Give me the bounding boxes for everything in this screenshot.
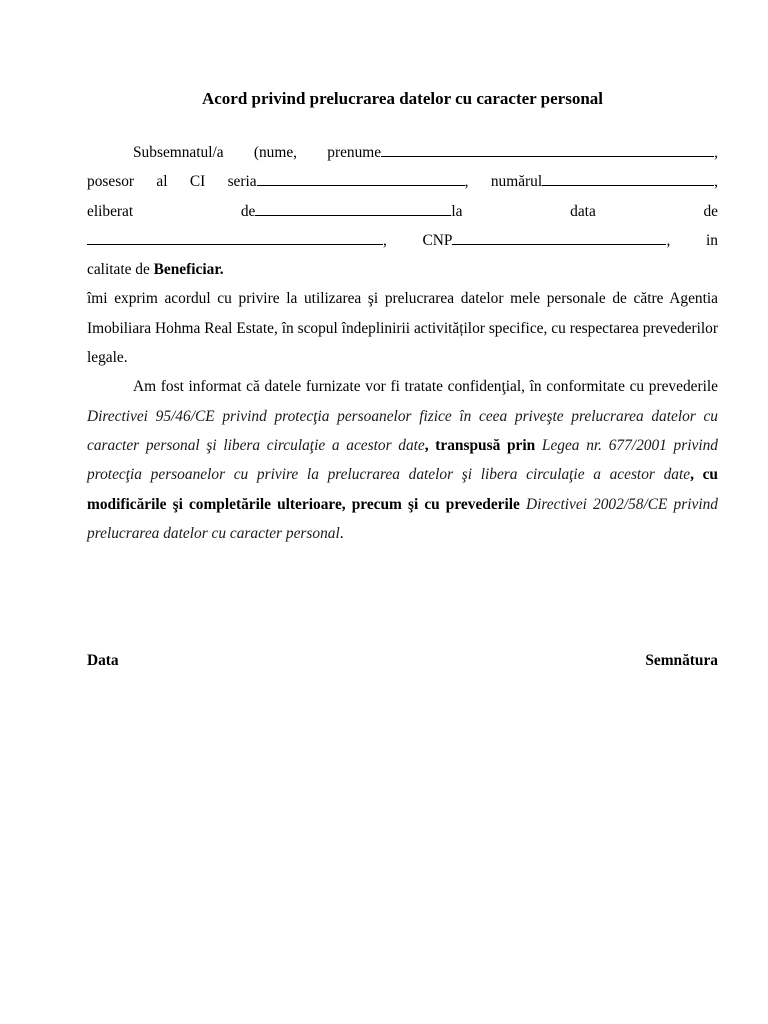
- signature-row: [87, 648, 718, 674]
- word-prenume-with-blank: [327, 138, 718, 167]
- role-beneficiar: Beneficiar.: [153, 261, 224, 279]
- word-al: al: [156, 173, 168, 191]
- word-eliberat: eliberat: [87, 202, 134, 220]
- word-de-2: de: [703, 202, 718, 220]
- date-label: Data: [87, 652, 119, 669]
- document-title: Acord privind prelucrarea datelor cu caracter personal: [201, 89, 603, 108]
- comma: ,: [464, 173, 469, 191]
- word-prenume: prenume: [327, 144, 382, 161]
- word-numarul-with-blank: [491, 167, 718, 196]
- directive-95-46-reference: Directivei 95/46/CE privind protecţia persoanelor fizice în ceea priveşte prelucrarea datelor cu caracter personal şi libera circulaţie a acestor date: [87, 407, 718, 454]
- word-la: la: [451, 202, 463, 220]
- word-numarul: numărul: [490, 173, 543, 191]
- legal-text-3: , cu modificările şi completările ulterioare, precum şi cu prevederile: [87, 466, 718, 513]
- comma: ,: [714, 144, 718, 161]
- word-posesor: posesor: [87, 173, 135, 191]
- signature-label: Semnătura: [645, 652, 718, 669]
- numarul-blank-field[interactable]: [542, 184, 714, 186]
- legal-text-1: Am fost informat că datele furnizate vor fi tratate confidenţial, în conformitate cu prevederile: [133, 378, 718, 396]
- name-blank-field[interactable]: [381, 155, 714, 157]
- issuer-blank-field[interactable]: [255, 214, 451, 216]
- word-de-with-blank: [241, 197, 463, 226]
- date-blank-with-comma: [87, 226, 387, 255]
- form-line-role: [87, 255, 718, 284]
- law-677-2001-reference: Legea nr. 677/2001 privind protecţia persoanelor cu privire la prelucrarea datelor şi libera circulaţie a acestor date: [87, 436, 718, 484]
- word-seria: seria: [227, 173, 257, 191]
- word-in: in: [706, 231, 718, 249]
- word-seria-with-blank: [228, 167, 469, 196]
- comma: ,: [666, 231, 671, 249]
- form-line-name: [87, 138, 718, 167]
- form-line-issued: [87, 197, 718, 226]
- word-nume: (nume,: [253, 144, 298, 161]
- seria-blank-field[interactable]: [257, 184, 465, 186]
- document-page: [87, 86, 718, 548]
- consent-paragraph: îmi exprim acordul cu privire la utilizarea şi prelucrarea datelor mele personale de către Agentia Imobiliara Hohma Real Estate, în scopul îndeplinirii activităților specifice, cu respectarea prevederilor legale.: [87, 290, 718, 367]
- calitate-prefix: calitate de: [87, 261, 154, 279]
- form-line-id: [87, 167, 718, 196]
- word-cnp: CNP: [422, 231, 453, 249]
- word-de: de: [240, 202, 256, 220]
- legal-paragraph: [87, 372, 718, 548]
- comma: ,: [714, 173, 718, 191]
- cnp-blank-field[interactable]: [452, 243, 666, 245]
- legal-text-4: .: [339, 524, 344, 542]
- word-subsemnatul: Subsemnatul/a: [133, 144, 224, 161]
- issue-date-blank-field[interactable]: [87, 243, 383, 245]
- form-line-cnp: [87, 226, 718, 255]
- word-cnp-with-blank: [423, 226, 671, 255]
- directive-2002-58-reference: Directivei 2002/58/CE privind prelucrarea datelor cu caracter personal: [87, 495, 718, 542]
- comma: ,: [383, 231, 387, 249]
- word-data: data: [570, 202, 596, 220]
- word-ci: CI: [189, 173, 206, 191]
- legal-text-2: , transpusă prin: [424, 436, 542, 454]
